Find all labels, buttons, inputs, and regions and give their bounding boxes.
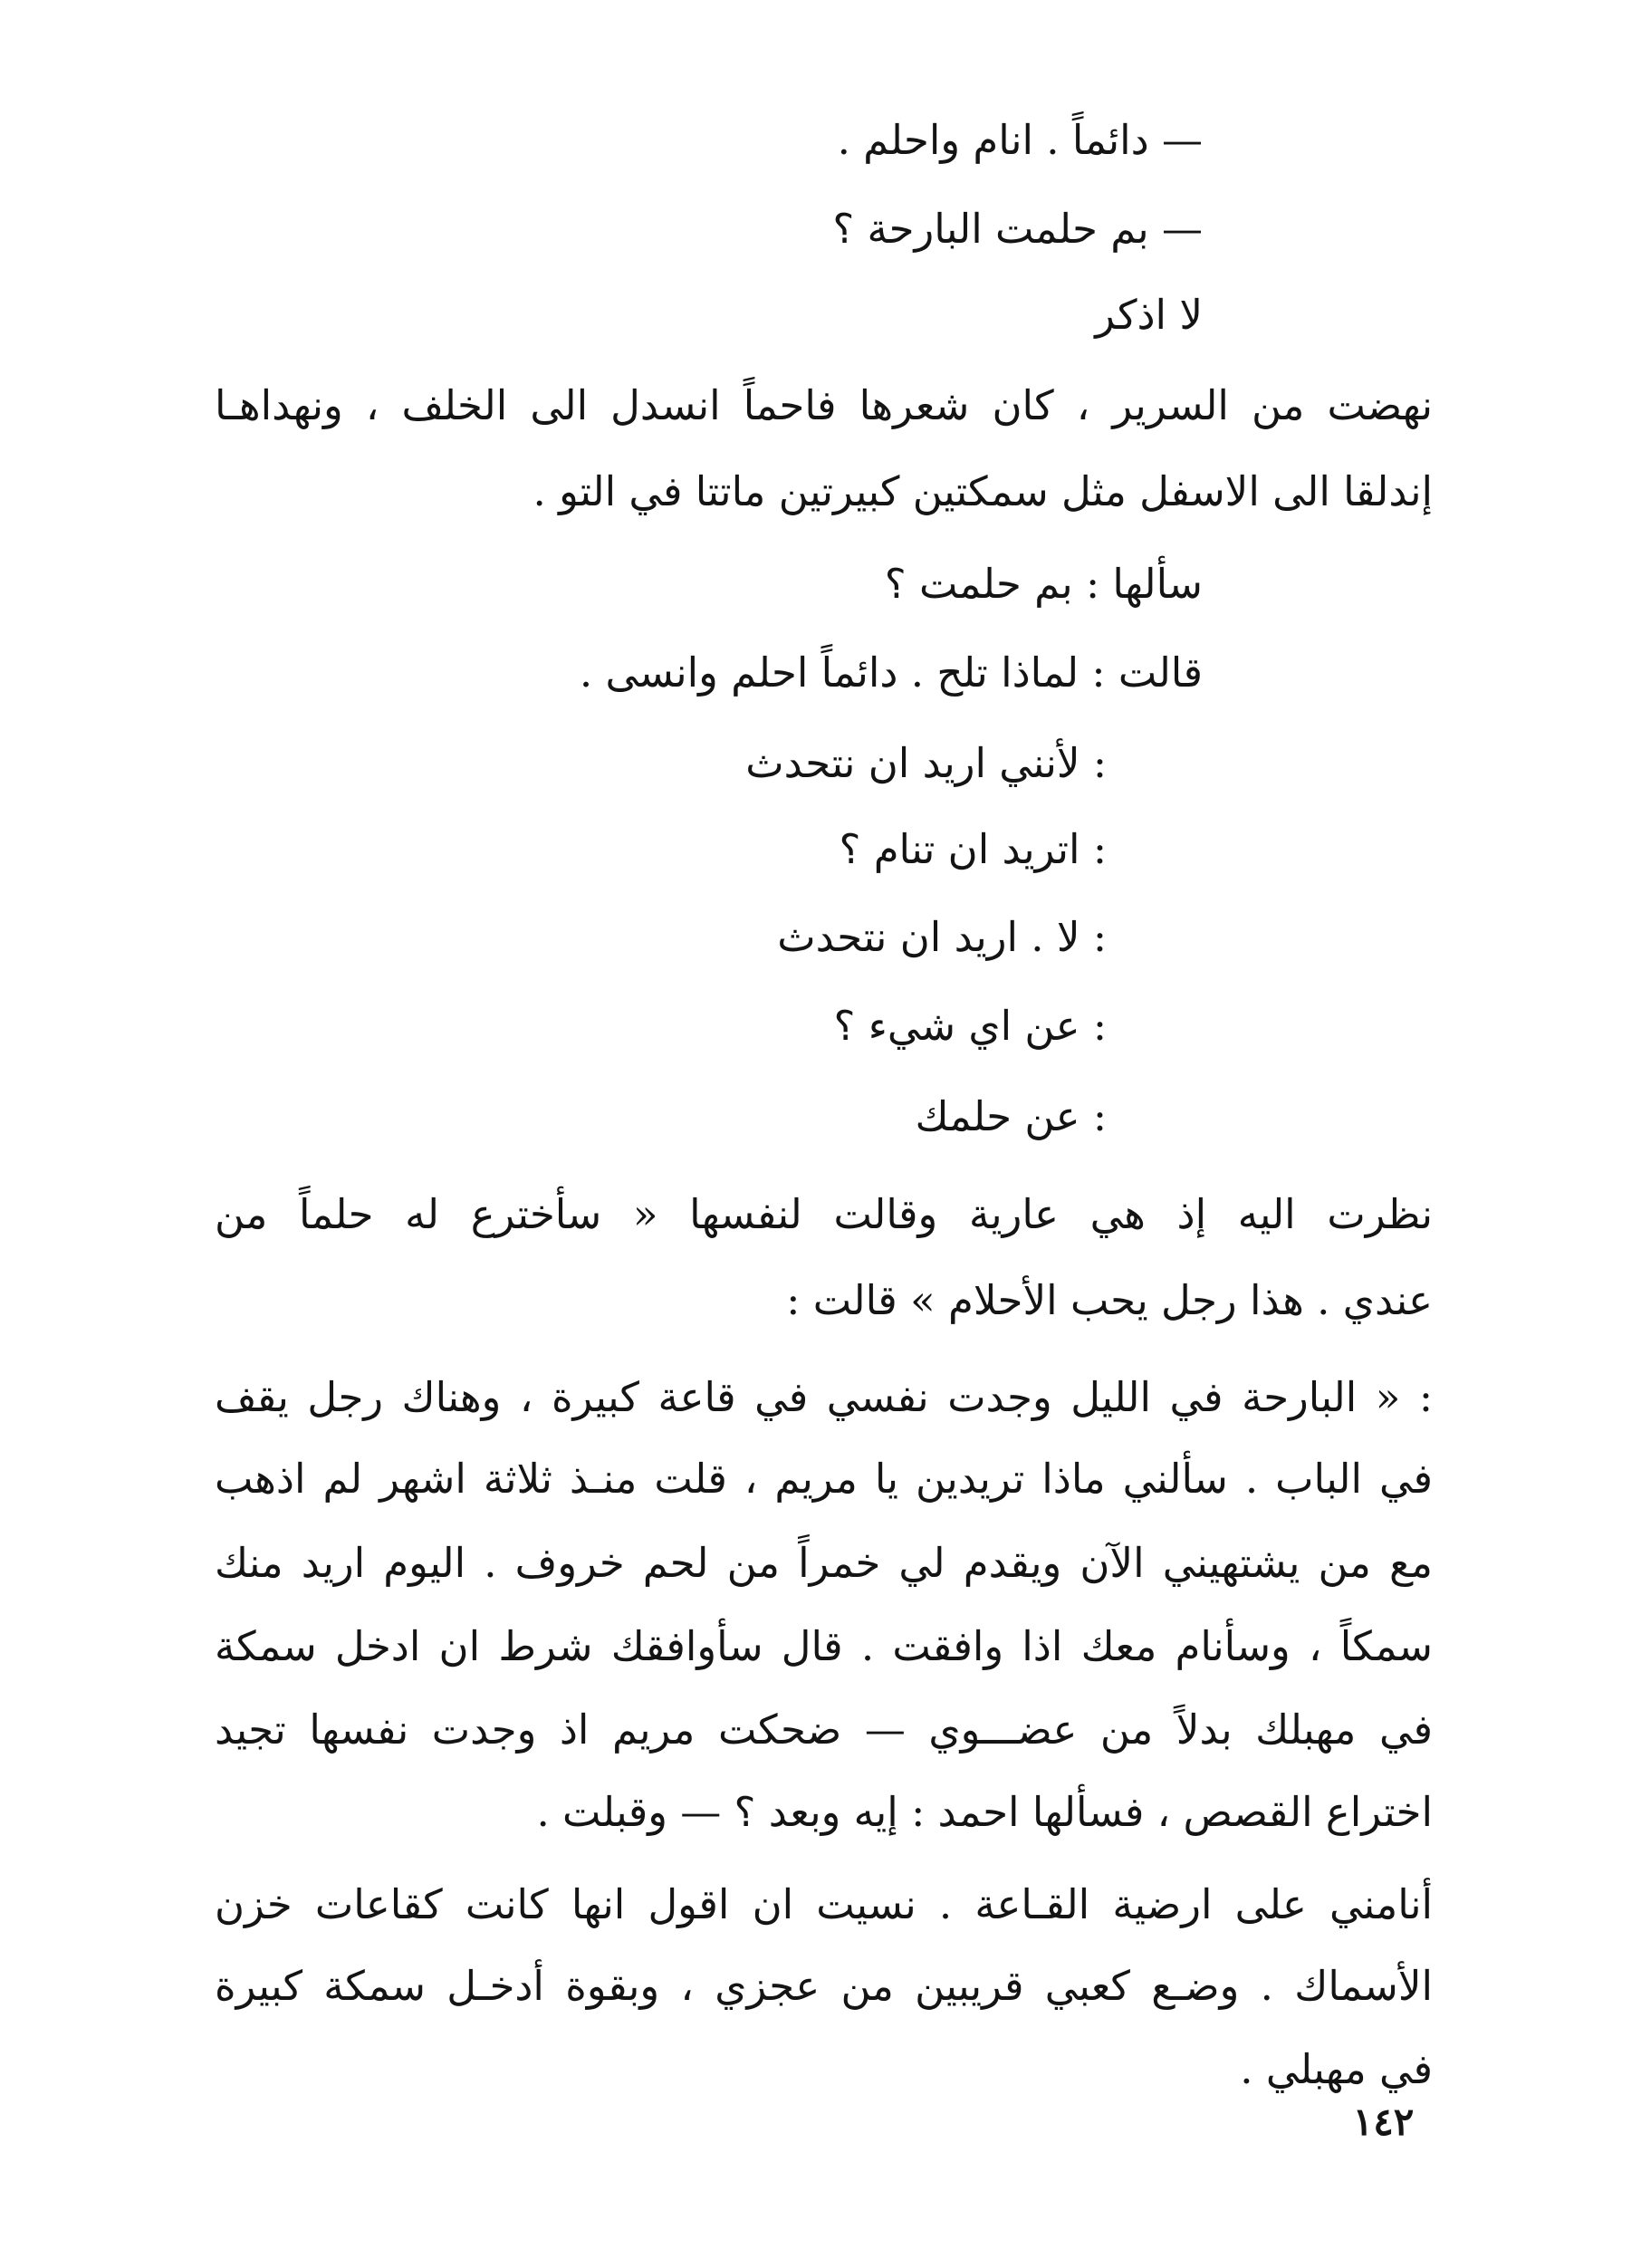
dialogue-line: : اتريد ان تنام ؟ — [839, 825, 1107, 873]
paragraph-line: في الباب . سألني ماذا تريدين يا مريم ، قلت منـذ ثلاثة اشهر لم اذهب — [215, 1455, 1433, 1503]
dialogue-line: لا اذكر — [1095, 291, 1203, 339]
paragraph-line: : « البارحة في الليل وجدت نفسي في قاعة كبيرة ، وهناك رجل يقف — [215, 1373, 1433, 1421]
paragraph-line: الأسماك . وضـع كعبي قريبين من عجزي ، وبقوة أدخـل سمكة كبيرة — [215, 1962, 1433, 2010]
paragraph-line: في مهبلي . — [1240, 2045, 1433, 2093]
paragraph-line: اختراع القصص ، فسألها احمد : إيه وبعد ؟ — وقبلت . — [536, 1788, 1433, 1836]
dialogue-line: : عن حلمك — [915, 1092, 1107, 1140]
paragraph-line: في مهبلك بدلاً من عضـــوي — ضحكت مريم اذ وجدت نفسها تجيد — [215, 1706, 1433, 1754]
dialogue-line: : لأنني اريد ان نتحدث — [745, 739, 1107, 787]
paragraph-line: سمكاً ، وسأنام معك اذا وافقت . قال سأوافقك شرط ان ادخل سمكة — [215, 1622, 1433, 1670]
dialogue-line: : عن اي شيء ؟ — [833, 1002, 1107, 1050]
dialogue-line: قالت : لماذا تلح . دائماً احلم وانسى . — [579, 649, 1203, 697]
dialogue-line: : لا . اريد ان نتحدث — [777, 913, 1107, 961]
paragraph-line: أنامني على ارضية القـاعة . نسيت ان اقول انها كانت كقاعات خزن — [215, 1880, 1433, 1928]
dialogue-line: — بم حلمت البارحة ؟ — [832, 205, 1203, 253]
paragraph-line: مع من يشتهيني الآن ويقدم لي خمراً من لحم خروف . اليوم اريد منك — [215, 1539, 1433, 1587]
paragraph-line: نظرت اليه إذ هي عارية وقالت لنفسها « سأخترع له حلماً من — [215, 1190, 1434, 1238]
dialogue-line: سألها : بم حلمت ؟ — [884, 560, 1203, 608]
paragraph-line: عندي . هذا رجل يحب الأحلام » قالت : — [786, 1276, 1433, 1324]
page-number: ١٤٢ — [1352, 2100, 1415, 2144]
dialogue-line: — دائماً . انام واحلم . — [837, 116, 1203, 164]
paragraph-line: إندلقا الى الاسفل مثل سمكتين كبيرتين ماتتا في التو . — [533, 467, 1433, 515]
paragraph-line: نهضت من السرير ، كان شعرها فاحماً انسدل الى الخلف ، ونهداهـا — [215, 381, 1433, 429]
